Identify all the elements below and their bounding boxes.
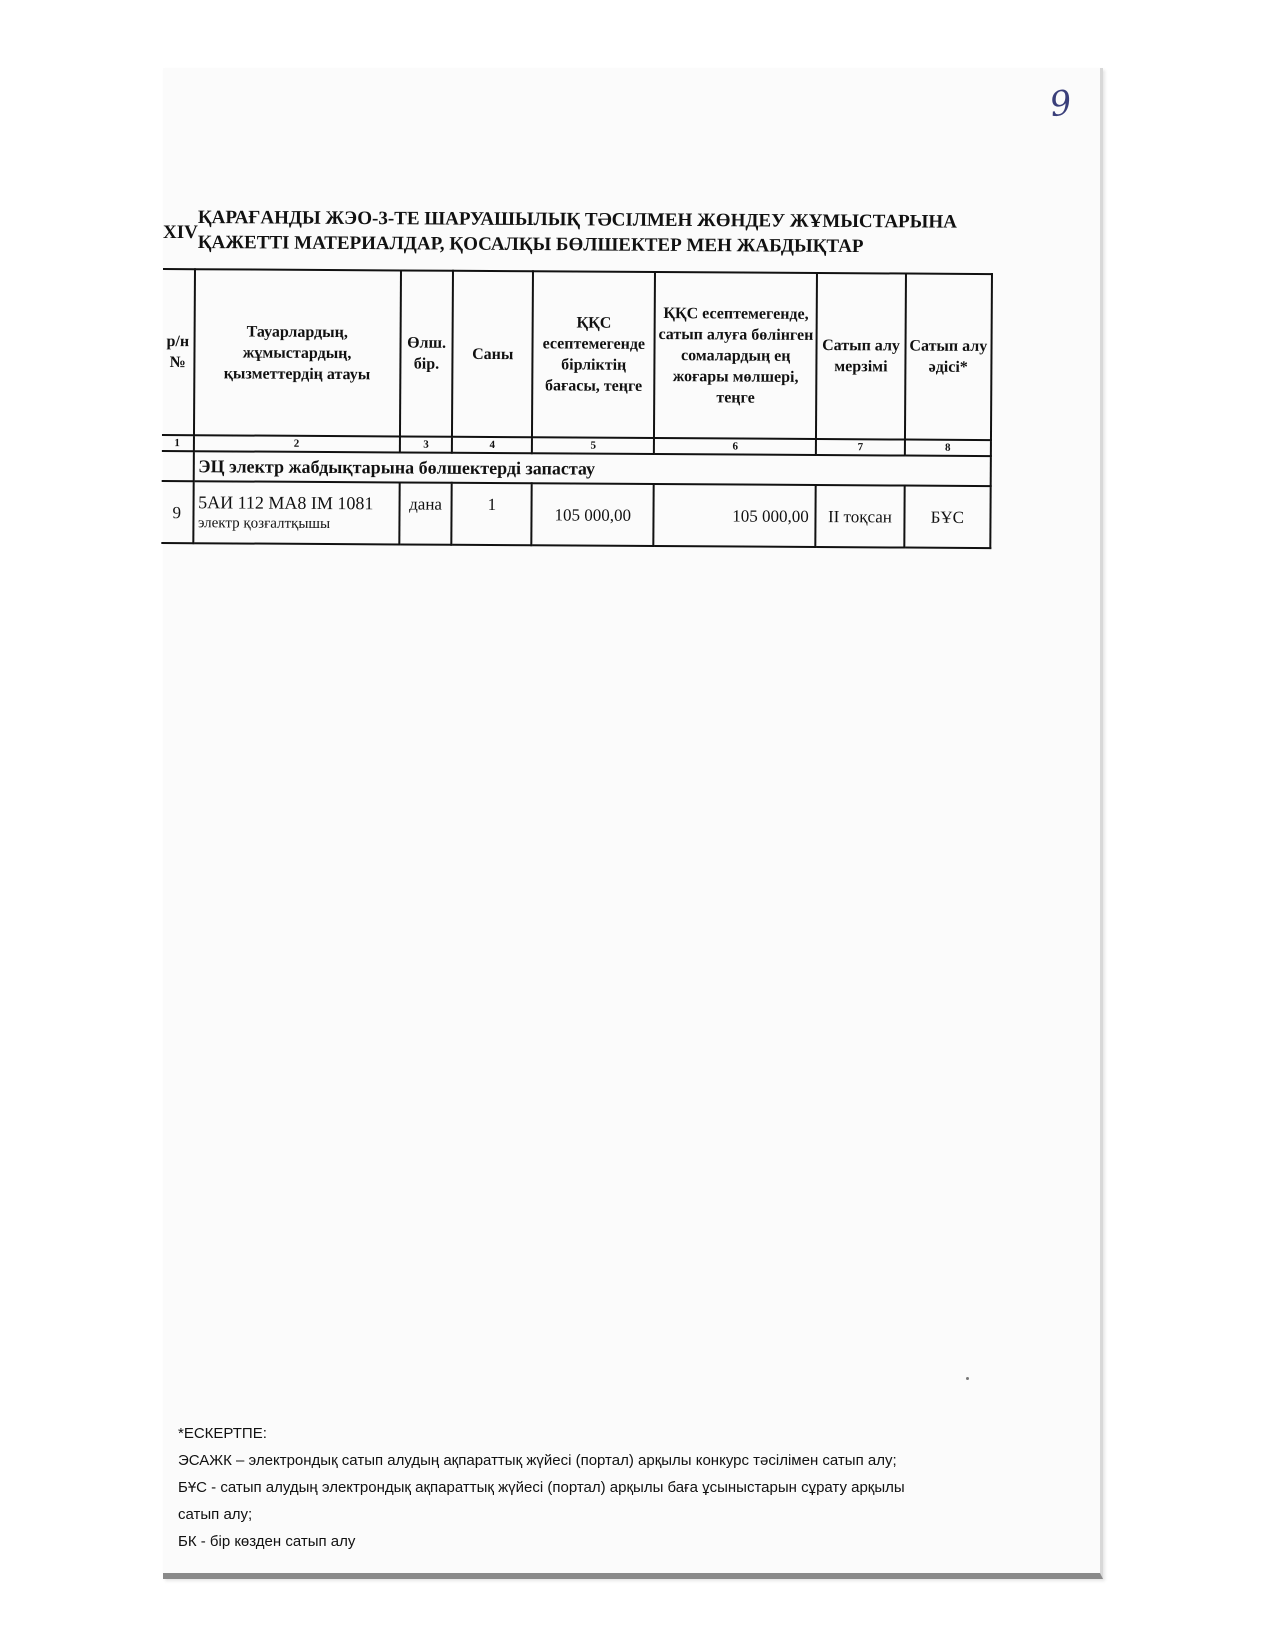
item-model-code: 5АИ 112 МА8 IM 1081 (198, 492, 374, 514)
column-number: 6 (654, 438, 816, 455)
header-unit: Өлш. бір. (400, 270, 454, 436)
note-line: БҰС - сатып алудың электрондық ақпараттық жүйесі (портал) арқылы баға ұсыныстарын сұрату арқылы (178, 1479, 905, 1496)
title-line-1: ҚАРАҒАНДЫ ЖЭО-3-ТЕ ШАРУАШЫЛЫҚ ТӘСІЛМЕН ЖӨНДЕУ ЖҰМЫСТАРЫНА (197, 206, 957, 233)
scan-speck (966, 1377, 969, 1380)
item-description: электр қозғалтқышы (197, 515, 331, 533)
item-quantity: 1 (452, 483, 532, 545)
notes-heading: *ЕСКЕРТПЕ: (178, 1425, 267, 1442)
footnotes (178, 1420, 1078, 1555)
column-number: 8 (905, 440, 991, 457)
column-number: 1 (162, 435, 194, 451)
header-max-amount: ҚҚС есептемегенде, сатып алуға бөлінген сомалардың ең жоғары мөлшері, теңге (654, 272, 817, 439)
header-method: Сатып алу әдісі* (905, 274, 992, 441)
document-title (198, 205, 998, 260)
row-number: 9 (161, 481, 193, 543)
item-unit: дана (399, 482, 452, 544)
handwritten-page-number: 9 (1047, 82, 1075, 126)
column-number: 2 (193, 435, 399, 452)
procurement-table (161, 268, 993, 549)
title-line-2: ҚАЖЕТТІ МАТЕРИАЛДАР, ҚОСАЛҚЫ БӨЛШЕКТЕР МЕН ЖАБДЫҚТАР (197, 231, 864, 258)
note-line: сатып алу; (178, 1506, 253, 1523)
column-number: 5 (532, 437, 654, 454)
item-name (193, 481, 400, 544)
column-number: 7 (816, 439, 904, 456)
section-row-spacer (162, 451, 194, 481)
header-period: Сатып алу мерзімі (816, 273, 905, 440)
table-header-row (162, 269, 992, 440)
column-number: 3 (400, 436, 453, 452)
section-roman-numeral: XIV (163, 222, 198, 243)
header-row-number: р/н № (162, 269, 195, 435)
header-quantity: Саны (452, 271, 533, 437)
header-item-name: Тауарлардың, жұмыстардың, қызметтердің атауы (194, 269, 401, 436)
note-line: БК - бір көзден сатып алу (178, 1533, 356, 1550)
item-max-amount: 105 000,00 (654, 484, 816, 547)
note-line: ЭСАЖК – электрондық сатып алудың ақпараттық жүйесі (портал) арқылы конкурс тәсілімен сатып алу; (178, 1452, 897, 1469)
table-row (161, 481, 990, 548)
item-method: БҰС (904, 486, 991, 549)
item-period: II тоқсан (816, 485, 905, 548)
item-unit-price: 105 000,00 (532, 483, 654, 546)
header-unit-price: ҚҚС есептемегенде бірліктің бағасы, теңге (532, 271, 655, 438)
column-number: 4 (452, 437, 532, 453)
section-title: ЭЦ электр жабдықтарына бөлшектерді запастау (193, 451, 991, 486)
